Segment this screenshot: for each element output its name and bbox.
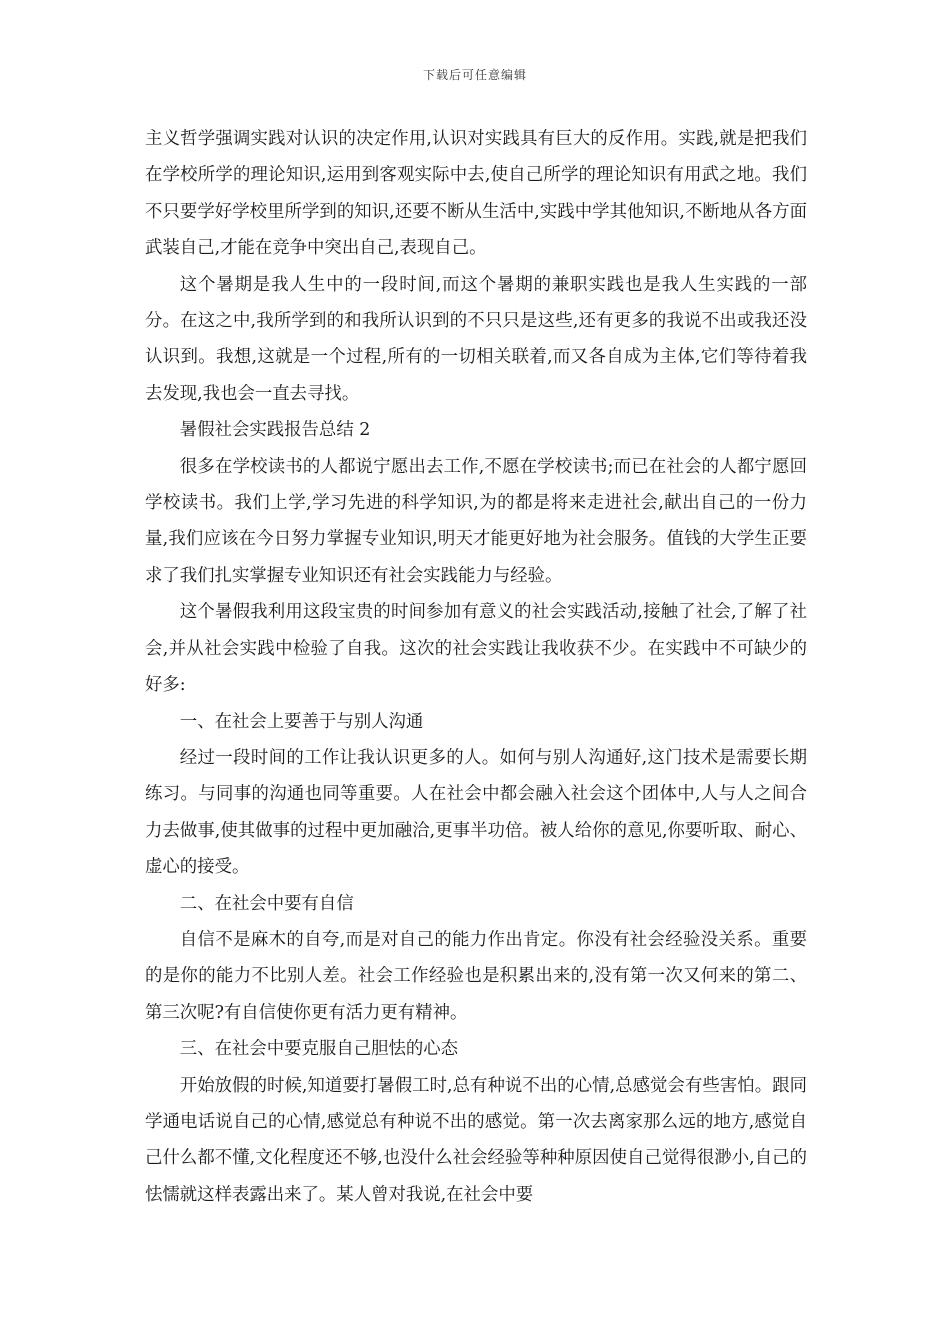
subheading-confidence: 二、在社会中要有自信 — [179, 893, 354, 914]
paragraph-4: 这个暑假我利用这段宝贵的时间参加有意义的社会实践活动,接触了社会,了解了社会,并从社会实践中检验了自我。这次的社会实践让我收获不少。在实践中不可缺少的好多: — [145, 602, 807, 696]
paragraph-1: 主义哲学强调实践对认识的决定作用,认识对实践具有巨大的反作用。实践,就是把我们在学校所学的理论知识,运用到客观实际中去,使自己所学的理论知识有用武之地。我们不只要学好学校里所学到的知识,还要不断从生活中,实践中学其他知识,不断地从各方面武装自己,才能在竞争中突出自己,表现自己。 — [145, 129, 807, 259]
paragraph-6: 自信不是麻木的自夸,而是对自己的能力作出肯定。你没有社会经验没关系。重要的是你的能力不比别人差。社会工作经验也是积累出来的,没有第一次又何来的第二、第三次呢?有自信使你更有活力更有精神。 — [145, 929, 807, 1023]
paragraph-5: 经过一段时间的工作让我认识更多的人。如何与别人沟通好,这门技术是需要长期练习。与同事的沟通也同等重要。人在社会中都会融入社会这个团体中,人与人之间合力去做事,使其做事的过程中更加融洽,更事半功倍。被人给你的意见,你要听取、耐心、虚心的接受。 — [145, 747, 807, 878]
paragraph-3: 很多在学校读书的人都说宁愿出去工作,不愿在学校读书;而已在社会的人都宁愿回学校读书。我们上学,学习先进的科学知识,为的都是将来走进社会,献出自己的一份力量,我们应该在今日努力掌握专业知识,明天才能更好地为社会服务。值钱的大学生正要求了我们扎实掌握专业知识还有社会实践能力与经验。 — [145, 456, 807, 586]
section-title: 暑假社会实践报告总结 2 — [179, 420, 371, 441]
subheading-communication: 一、在社会上要善于与别人沟通 — [179, 711, 424, 732]
paragraph-7: 开始放假的时候,知道要打暑假工时,总有种说不出的心情,总感觉会有些害怕。跟同学通电话说自己的心情,感觉总有种说不出的感觉。第一次去离家那么远的地方,感觉自己什么都不懂,文化程度还不够,也没什么社会经验等种种原因使自己觉得很渺小,自己的怯懦就这样表露出来了。某人曾对我说,在社会中要 — [145, 1075, 807, 1205]
document-body — [145, 121, 807, 1213]
subheading-overcome-timidity: 三、在社会中要克服自己胆怯的心态 — [179, 1039, 459, 1060]
paragraph-2: 这个暑期是我人生中的一段时间,而这个暑期的兼职实践也是我人生实践的一部分。在这之中,我所学到的和我所认识到的不只只是这些,还有更多的我说不出或我还没认识到。我想,这就是一个过程,所有的一切相关联着,而又各自成为主体,它们等待着我去发现,我也会一直去寻找。 — [145, 274, 807, 404]
page-header: 下载后可任意编辑 — [422, 68, 527, 82]
